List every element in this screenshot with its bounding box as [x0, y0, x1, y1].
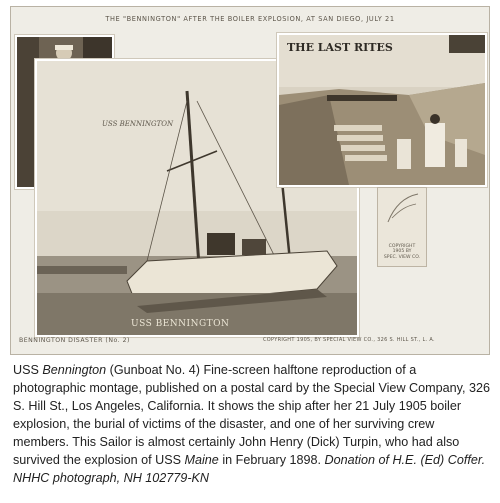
postcard-figure	[10, 6, 490, 355]
copyright-line-3: SPEC. VIEW CO.	[383, 254, 421, 260]
copyright-text	[378, 244, 426, 260]
caption-ship-name: Bennington	[42, 363, 107, 377]
ship-corner-label: USS BENNINGTON	[102, 120, 174, 128]
copyright-box	[377, 187, 427, 267]
decorative-flourish-icon	[378, 188, 426, 228]
copyright-line-1: COPYRIGHT	[388, 243, 416, 249]
last-rites-title: THE LAST RITES	[287, 41, 393, 54]
caption-ship-prefix: USS	[13, 363, 43, 377]
photo-caption	[13, 361, 491, 487]
postcard-footer-left: BENNINGTON DISASTER (No. 2)	[19, 337, 130, 344]
caption-body-2: in February 1898.	[218, 453, 325, 467]
last-rites-photo	[277, 33, 487, 187]
caption-credit: Donation of H.E. (Ed) Coffer. NHHC photograph, NH 102779-KN	[13, 453, 486, 485]
postcard-header: THE "BENNINGTON" AFTER THE BOILER EXPLOSION, AT SAN DIEGO, JULY 21	[105, 15, 395, 23]
caption-maine-name: Maine	[184, 453, 219, 467]
copyright-line-2: 1905 BY	[392, 249, 412, 255]
postcard-footer-right: COPYRIGHT 1905, BY SPECIAL VIEW CO., 326 S. HILL ST., L. A.	[263, 337, 435, 343]
caption-body-1: (Gunboat No. 4) Fine-screen halftone reproduction of a photographic montage, published on a postal card by the Special View Company, 326 S. Hill St., Los Angeles, California. It shows the ship after her 21 July 1905 boiler explosion, the burial of victims of the disaster, and one of her surviving crew members. This Sailor is almost certainly John Henry (Dick) Turpin, who had also survived the explosion of USS	[13, 363, 491, 467]
ship-name-label: USS BENNINGTON	[131, 319, 230, 329]
postcard	[11, 7, 489, 354]
